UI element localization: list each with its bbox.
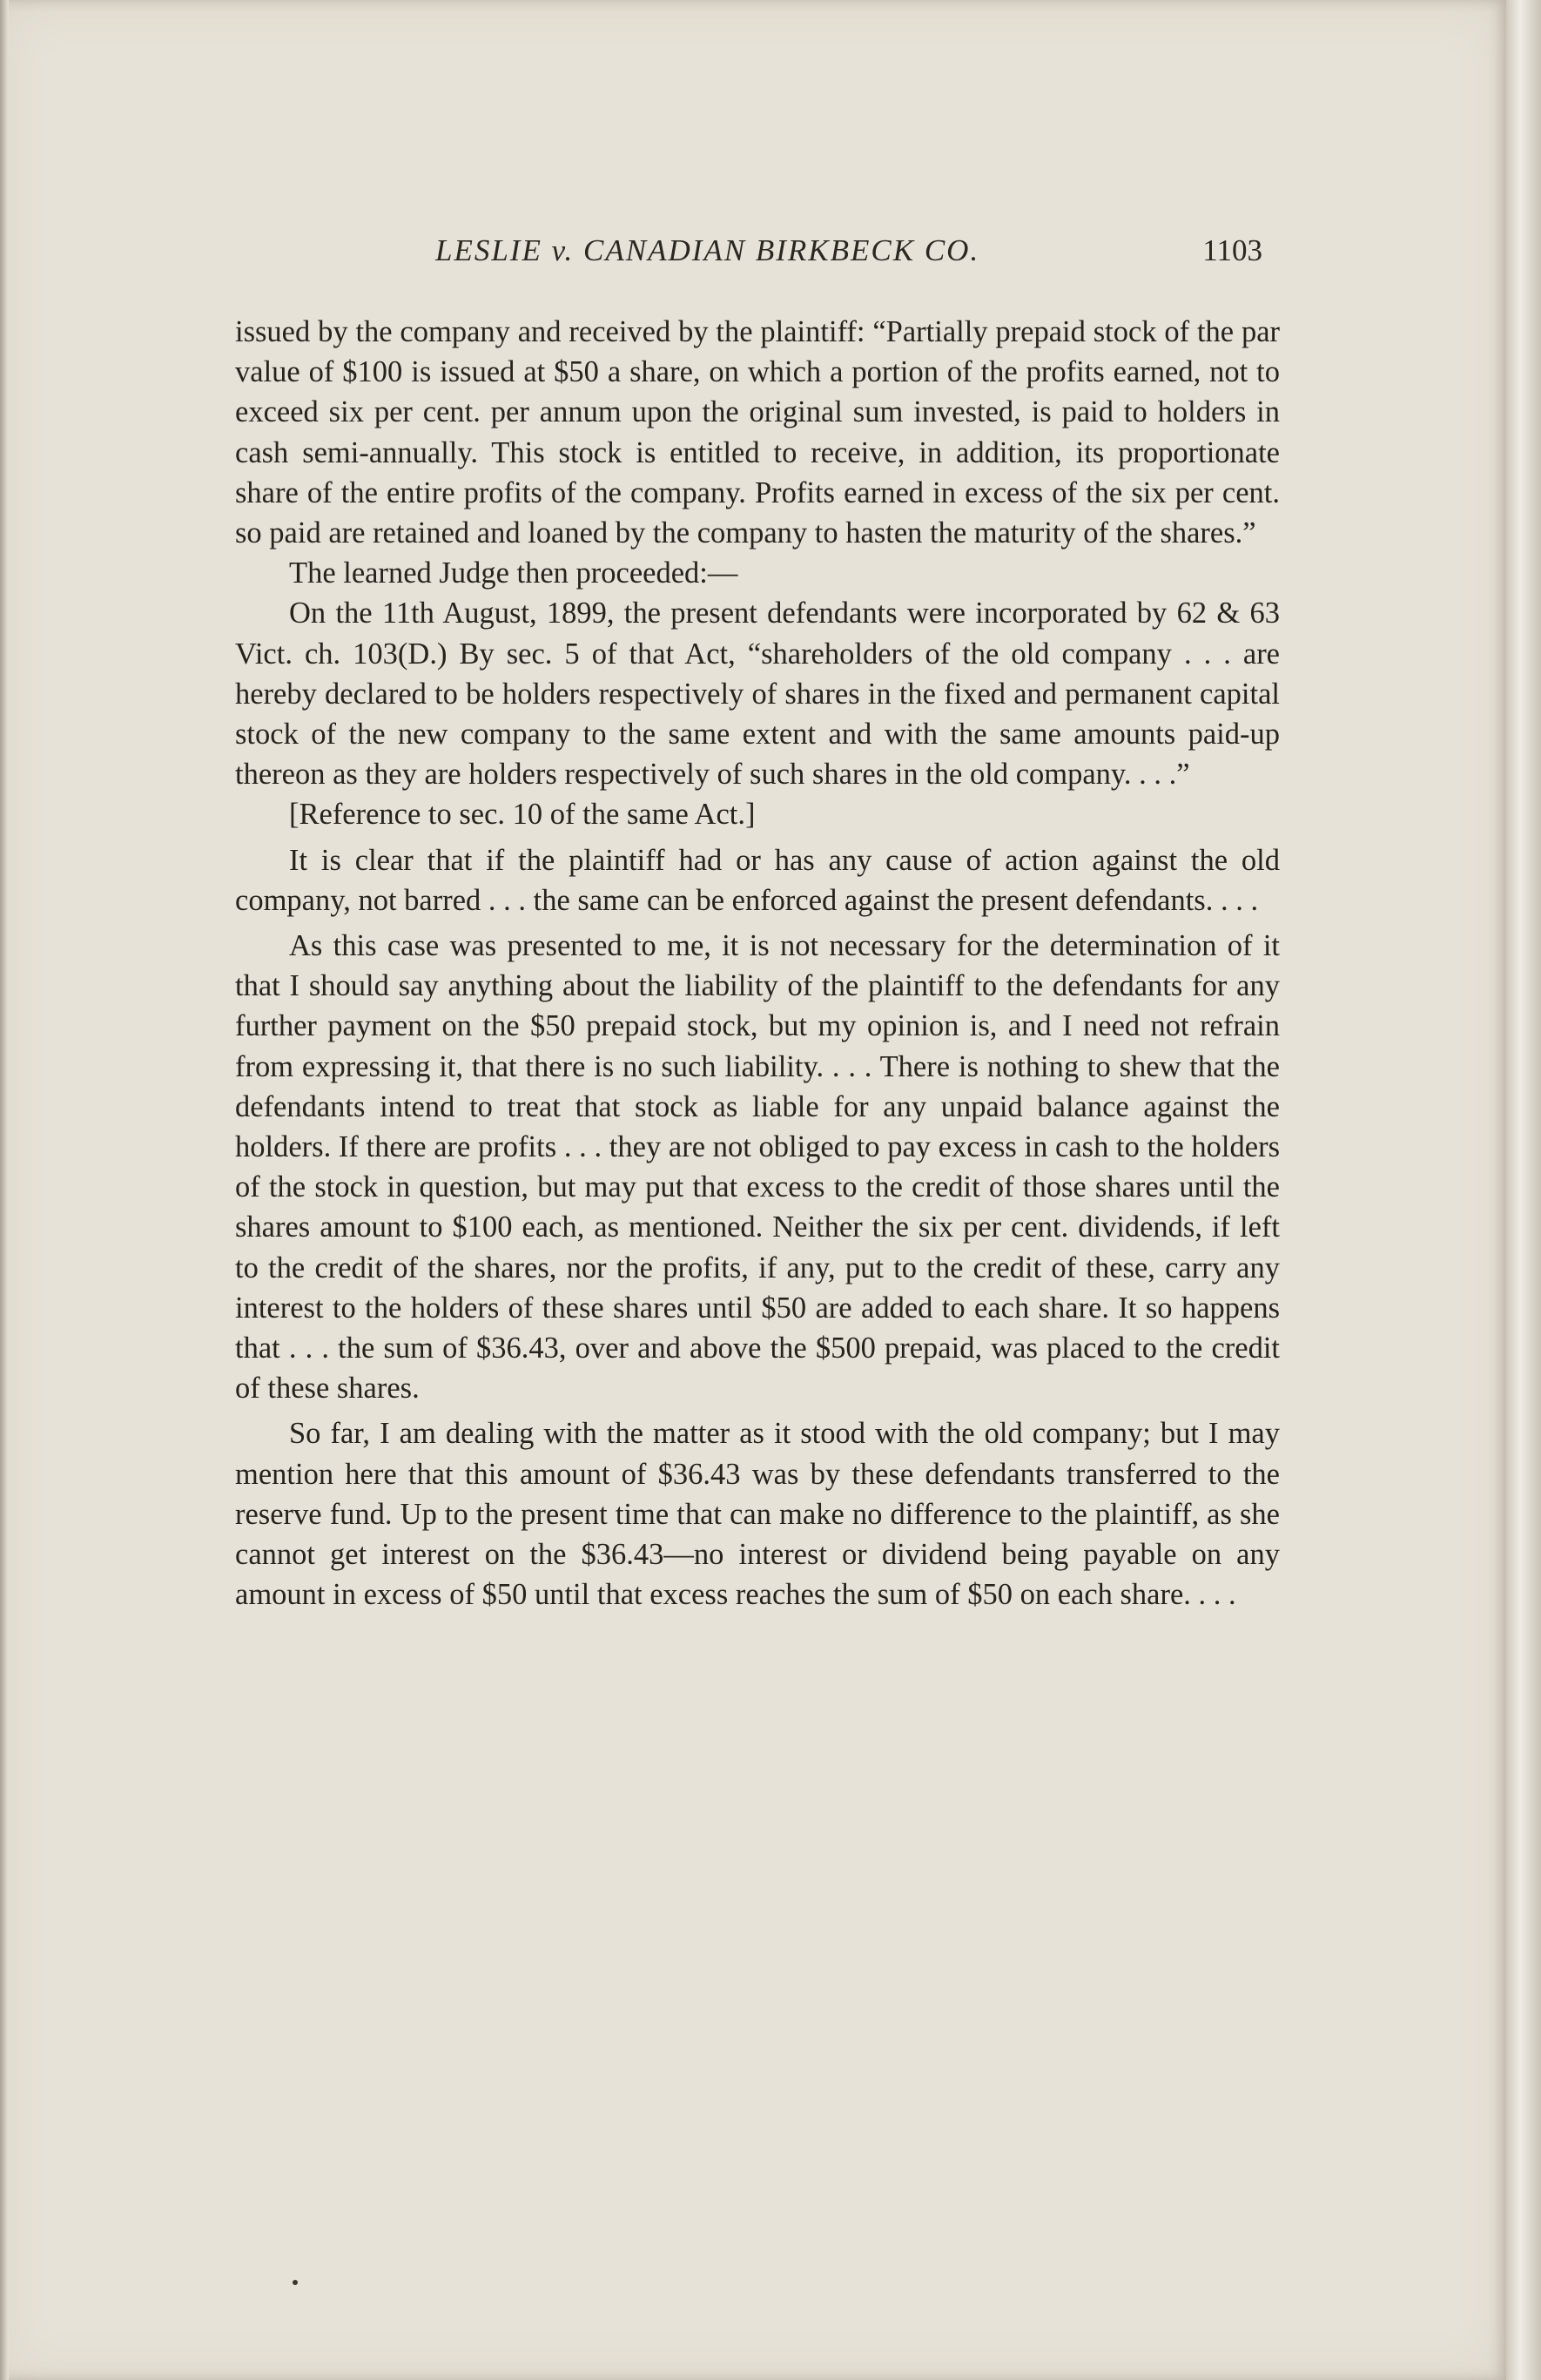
paragraph-liability: As this case was presented to me, it is not necessary for the determination of it that I should say anything about the liability of the plaintiff to the defendants for any further payment on the $50 prepaid stock, but my opinion is, and I need not refrain from expressing it, that there is no such liability. . . . There is nothing to shew that the defendants intend to treat that stock as liable for any unpaid balance against the holders. If there are profits . . . they are not obliged to pay excess in cash to the holders of the stock in question, but may put that excess to the credit of those shares until the shares amount to $100 each, as mentioned. Neither the six per cent. dividends, if left to the credit of the shares, nor the profits, if any, put to the credit of these, carry any interest to the holders of these shares until $50 are added to each share. It so happens that . . . the sum of $36.43, over and above the $500 prepaid, was placed to the credit of these shares. (235, 929, 1280, 1406)
ink-speck (293, 2280, 298, 2285)
paragraph-reserve-fund: So far, I am dealing with the matter as it stood with the old company; but I may mention here that this amount of $36.43 was by these defendants transferred to the reserve fund. Up to the present time that can make no difference to the plaintiff, as she cannot get interest on the $36.43—no interest or dividend being payable on any amount in excess of $50 until that excess reaches the sum of $50 on each share. . . . (235, 1417, 1280, 1612)
page-edge (1506, 0, 1541, 2380)
paragraph-judge-proceeded: The learned Judge then proceeded:— (289, 556, 738, 590)
paragraph-incorporation: On the 11th August, 1899, the present defendants were incorporated by 62 & 63 Vict. ch. 103(D.) By sec. 5 of that Act, “shareholders of the old company . . . are hereby declared to be holders respectively of shares in the fixed and permanent capital stock of the new company to the same extent and with the same amounts paid-up thereon as they are holders respectively of such shares in the old company. . . .” (235, 597, 1280, 792)
running-head: LESLIE v. CANADIAN BIRKBECK CO. (435, 233, 980, 267)
page-gutter-shadow (0, 0, 9, 2380)
body-text (235, 312, 1280, 1615)
page-header (226, 233, 1271, 277)
page-number: 1103 (1202, 233, 1262, 267)
paragraph-cause-of-action: It is clear that if the plaintiff had or has any cause of action against the old company, not barred . . . the same can be enforced against the present defendants. . . . (235, 843, 1280, 917)
paragraph-quote-continuation: issued by the company and received by the plaintiff: “Partially prepaid stock of the par value of $100 is issued at $50 a share, on which a portion of the profits earned, not to exceed six per cent. per annum upon the original sum invested, is paid to holders in cash semi-annually. This stock is entitled to receive, in addition, its proportionate share of the entire profits of the company. Profits earned in excess of the six per cent. so paid are retained and loaned by the company to hasten the maturity of the shares.” (235, 315, 1280, 550)
paragraph-reference: [Reference to sec. 10 of the same Act.] (289, 798, 756, 832)
